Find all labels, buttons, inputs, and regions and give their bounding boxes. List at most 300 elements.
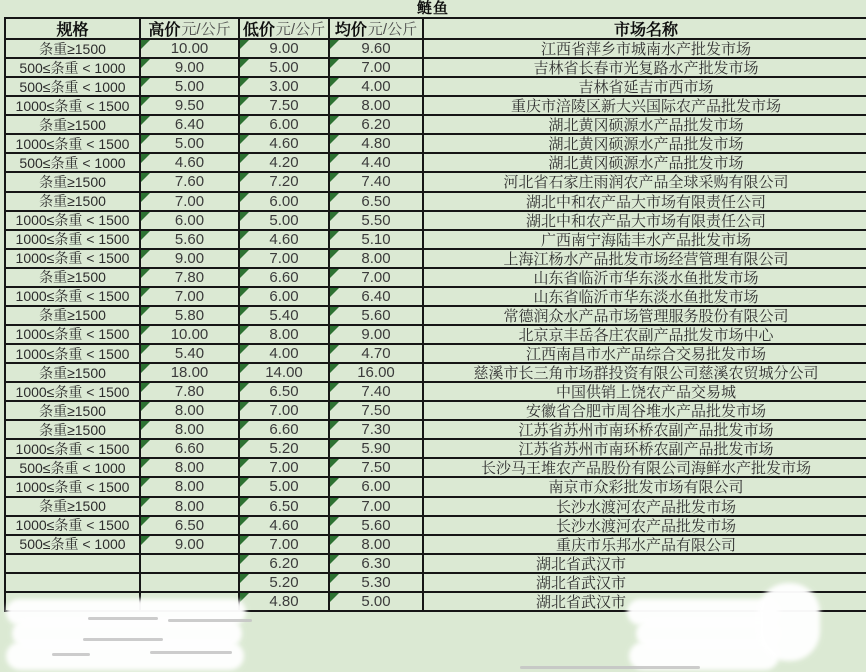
low-error-triangle-icon <box>240 59 249 68</box>
market-cell-text: 吉林省延吉市西市场 <box>578 79 714 96</box>
low-cell-text: 9.00 <box>269 40 299 58</box>
avg-cell <box>330 288 424 305</box>
header-market-label: 市场名称 <box>613 22 678 38</box>
low-cell-text: 6.20 <box>269 554 299 572</box>
market-cell-text: 湖北黄冈硕源水产品批发市场 <box>548 155 744 172</box>
avg-error-triangle-icon <box>330 326 339 335</box>
avg-cell-text: 7.00 <box>361 59 391 77</box>
low-error-triangle-icon <box>240 154 249 163</box>
avg-error-triangle-icon <box>330 593 339 602</box>
spec-cell <box>6 402 141 419</box>
spec-cell <box>6 517 141 534</box>
table-header-row <box>6 19 866 40</box>
low-error-triangle-icon <box>240 459 249 468</box>
market-cell-text: 重庆市涪陵区新大兴国际农产品批发市场 <box>510 98 781 115</box>
low-error-triangle-icon <box>240 326 249 335</box>
avg-error-triangle-icon <box>330 212 339 221</box>
avg-error-triangle-icon <box>330 269 339 278</box>
low-cell <box>240 555 330 572</box>
low-error-triangle-icon <box>240 307 249 316</box>
spec-cell-text: 1000≤条重 < 1500 <box>15 478 130 495</box>
avg-cell-text: 7.00 <box>361 268 391 286</box>
avg-error-triangle-icon <box>330 288 339 297</box>
low-error-triangle-icon <box>240 250 249 259</box>
market-cell-text: 长沙水渡河农产品批发市场 <box>555 498 736 515</box>
low-error-triangle-icon <box>240 593 249 602</box>
low-cell-text: 7.50 <box>269 97 299 115</box>
low-cell <box>240 383 330 400</box>
high-cell <box>141 269 240 286</box>
high-cell-text: 8.00 <box>174 421 205 439</box>
high-cell-text: 5.00 <box>174 135 205 153</box>
high-cell-text: 9.00 <box>174 249 205 267</box>
low-cell <box>240 250 330 267</box>
avg-error-triangle-icon <box>330 440 339 449</box>
avg-cell <box>330 402 424 419</box>
low-error-triangle-icon <box>240 383 249 392</box>
spec-cell-text: 1000≤条重 < 1500 <box>15 212 130 229</box>
spec-cell-text: 1000≤条重 < 1500 <box>15 326 130 343</box>
market-cell-text: 广西南宁海陆丰水产品批发市场 <box>540 231 751 248</box>
high-cell-text: 9.00 <box>174 59 205 77</box>
market-cell-text: 安徽省合肥市周谷堆水产品批发市场 <box>525 403 766 420</box>
high-cell-text: 7.00 <box>174 287 205 305</box>
avg-cell <box>330 97 424 114</box>
low-cell <box>240 154 330 171</box>
table-row <box>6 383 866 402</box>
avg-cell <box>330 116 424 133</box>
spec-cell <box>6 555 141 572</box>
table-row <box>6 193 866 212</box>
high-cell-text: 9.00 <box>174 535 205 553</box>
high-cell <box>141 440 240 457</box>
avg-cell-text: 7.30 <box>361 421 391 439</box>
avg-cell-text: 5.90 <box>361 440 391 458</box>
avg-cell <box>330 383 424 400</box>
low-cell <box>240 574 330 591</box>
avg-cell-text: 6.40 <box>361 287 391 305</box>
low-cell-text: 5.00 <box>269 59 299 77</box>
table-row <box>6 345 866 364</box>
high-cell-text: 5.00 <box>174 78 205 96</box>
low-cell-text: 4.60 <box>269 230 299 248</box>
table-row <box>6 364 866 383</box>
low-cell <box>240 269 330 286</box>
table-row <box>6 326 866 345</box>
avg-error-triangle-icon <box>330 498 339 507</box>
avg-cell-text: 9.60 <box>361 40 391 58</box>
high-cell <box>141 383 240 400</box>
low-cell-text: 4.60 <box>269 135 299 153</box>
header-low-unit: 元/公斤 <box>275 21 326 38</box>
low-error-triangle-icon <box>240 288 249 297</box>
low-cell <box>240 498 330 515</box>
high-error-triangle-icon <box>141 517 150 526</box>
market-cell <box>424 59 866 76</box>
avg-cell-text: 6.30 <box>361 554 391 572</box>
avg-error-triangle-icon <box>330 383 339 392</box>
market-cell-text: 山东省临沂市华东淡水鱼批发市场 <box>533 288 759 305</box>
spec-cell <box>6 440 141 457</box>
avg-cell <box>330 135 424 152</box>
smudge-remnant-line <box>83 638 163 641</box>
table-row <box>6 402 866 421</box>
avg-cell <box>330 40 424 57</box>
spec-cell-text: 条重≥1500 <box>39 193 106 210</box>
header-high-price <box>141 19 240 38</box>
low-cell <box>240 40 330 57</box>
market-cell-text: 江西省萍乡市城南水产批发市场 <box>540 41 751 58</box>
avg-cell-text: 16.00 <box>357 364 395 382</box>
avg-cell-text: 6.20 <box>361 116 391 134</box>
header-avg-label: 均价 <box>334 22 367 38</box>
low-cell-text: 5.40 <box>269 306 299 324</box>
smudge-blob-right <box>758 583 820 661</box>
market-cell-text: 湖北省武汉市 <box>536 593 627 610</box>
avg-cell-text: 5.00 <box>361 592 391 610</box>
low-cell <box>240 364 330 381</box>
low-error-triangle-icon <box>240 78 249 87</box>
spec-cell <box>6 78 141 95</box>
avg-error-triangle-icon <box>330 135 339 144</box>
low-error-triangle-icon <box>240 402 249 411</box>
market-cell <box>424 154 866 171</box>
high-cell-text: 6.50 <box>174 516 205 534</box>
smudge-remnant-line <box>88 617 158 620</box>
table-row <box>6 40 866 59</box>
avg-error-triangle-icon <box>330 555 339 564</box>
header-high-label: 高价 <box>148 22 181 38</box>
low-cell <box>240 193 330 210</box>
market-cell <box>424 135 866 152</box>
header-spec-label: 规格 <box>56 22 89 38</box>
avg-error-triangle-icon <box>330 250 339 259</box>
spec-cell-text: 1000≤条重 < 1500 <box>15 288 130 305</box>
avg-cell-text: 5.10 <box>361 230 391 248</box>
spec-cell-text: 条重≥1500 <box>39 402 106 419</box>
market-cell-text: 河北省石家庄雨润农产品全球采购有限公司 <box>503 174 789 191</box>
avg-error-triangle-icon <box>330 193 339 202</box>
high-error-triangle-icon <box>141 173 150 182</box>
spec-cell <box>6 231 141 248</box>
avg-cell-text: 8.00 <box>361 535 391 553</box>
spec-cell <box>6 116 141 133</box>
low-cell <box>240 478 330 495</box>
avg-cell-text: 6.50 <box>361 192 391 210</box>
table-body <box>6 40 866 612</box>
smudge-remnant-line <box>150 651 232 654</box>
avg-cell <box>330 364 424 381</box>
high-cell-text: 9.50 <box>174 97 205 115</box>
market-cell-text: 南京市众彩批发市场有限公司 <box>548 479 744 496</box>
low-cell <box>240 421 330 438</box>
low-cell-text: 6.00 <box>269 116 299 134</box>
avg-cell-text: 4.70 <box>361 345 391 363</box>
high-cell-text: 18.00 <box>170 364 209 382</box>
low-cell-text: 5.00 <box>269 478 299 496</box>
market-cell <box>424 250 866 267</box>
table-row <box>6 307 866 326</box>
low-error-triangle-icon <box>240 269 249 278</box>
header-avg-unit: 元/公斤 <box>367 21 418 38</box>
avg-cell <box>330 326 424 343</box>
avg-error-triangle-icon <box>330 421 339 430</box>
low-cell-text: 7.00 <box>269 535 299 553</box>
low-cell <box>240 517 330 534</box>
high-cell <box>141 536 240 553</box>
avg-error-triangle-icon <box>330 478 339 487</box>
avg-cell <box>330 459 424 476</box>
avg-error-triangle-icon <box>330 536 339 545</box>
spec-cell-text: 1000≤条重 < 1500 <box>15 250 130 267</box>
spec-cell <box>6 326 141 343</box>
spec-cell-text: 条重≥1500 <box>39 364 106 381</box>
low-error-triangle-icon <box>240 555 249 564</box>
spec-cell <box>6 498 141 515</box>
market-cell <box>424 116 866 133</box>
market-cell-text: 湖北中和农产品大市场有限责任公司 <box>525 212 766 229</box>
table-row <box>6 250 866 269</box>
high-cell-text: 5.40 <box>174 345 205 363</box>
avg-error-triangle-icon <box>330 574 339 583</box>
avg-cell <box>330 517 424 534</box>
low-cell <box>240 326 330 343</box>
avg-cell-text: 8.00 <box>361 249 391 267</box>
market-cell <box>424 173 866 190</box>
avg-cell-text: 4.00 <box>361 78 391 96</box>
spec-cell <box>6 478 141 495</box>
page-title: 鲢鱼 <box>416 0 449 17</box>
market-cell-text: 吉林省长春市光复路水产批发市场 <box>533 60 759 77</box>
table-row <box>6 78 866 97</box>
high-error-triangle-icon <box>141 40 150 49</box>
low-cell <box>240 97 330 114</box>
market-cell-text: 常德润众水产品市场管理服务股份有限公司 <box>503 307 789 324</box>
high-cell <box>141 402 240 419</box>
avg-error-triangle-icon <box>330 78 339 87</box>
low-cell-text: 5.20 <box>269 440 299 458</box>
low-error-triangle-icon <box>240 40 249 49</box>
high-cell <box>141 97 240 114</box>
low-error-triangle-icon <box>240 135 249 144</box>
high-cell-text: 7.80 <box>174 268 205 286</box>
table-row <box>6 116 866 135</box>
market-cell <box>424 402 866 419</box>
spec-cell-text: 500≤条重 < 1000 <box>19 59 126 76</box>
spec-cell <box>6 459 141 476</box>
market-cell <box>424 536 866 553</box>
smudge-blob-left-3 <box>6 642 244 670</box>
table-row <box>6 212 866 231</box>
spec-cell <box>6 269 141 286</box>
low-cell-text: 6.00 <box>269 192 299 210</box>
high-cell-text: 7.00 <box>174 192 205 210</box>
header-market-name <box>424 19 866 38</box>
spec-cell-text: 500≤条重 < 1000 <box>19 459 126 476</box>
avg-cell <box>330 536 424 553</box>
high-cell-text: 4.60 <box>174 154 205 172</box>
high-error-triangle-icon <box>141 421 150 430</box>
high-error-triangle-icon <box>141 440 150 449</box>
avg-cell <box>330 250 424 267</box>
avg-error-triangle-icon <box>330 459 339 468</box>
high-error-triangle-icon <box>141 288 150 297</box>
high-cell <box>141 498 240 515</box>
market-cell <box>424 193 866 210</box>
high-cell-text: 6.00 <box>174 211 205 229</box>
avg-cell-text: 9.00 <box>361 325 391 343</box>
low-cell <box>240 59 330 76</box>
high-error-triangle-icon <box>141 364 150 373</box>
table-row <box>6 269 866 288</box>
spec-cell-text: 500≤条重 < 1000 <box>19 154 126 171</box>
market-cell <box>424 517 866 534</box>
avg-cell <box>330 345 424 362</box>
market-cell-text: 湖北黄冈硕源水产品批发市场 <box>548 136 744 153</box>
spec-cell-text: 条重≥1500 <box>39 269 106 286</box>
market-cell-text: 江苏省苏州市南环桥农副产品批发市场 <box>518 422 774 439</box>
high-error-triangle-icon <box>141 154 150 163</box>
low-error-triangle-icon <box>240 574 249 583</box>
high-cell <box>141 345 240 362</box>
high-cell <box>141 173 240 190</box>
table-row <box>6 536 866 555</box>
high-cell <box>141 326 240 343</box>
high-cell-text: 10.00 <box>170 40 209 58</box>
high-error-triangle-icon <box>141 326 150 335</box>
avg-cell-text: 4.80 <box>361 135 391 153</box>
market-cell <box>424 555 866 572</box>
high-error-triangle-icon <box>141 307 150 316</box>
high-cell <box>141 478 240 495</box>
spec-cell-text: 条重≥1500 <box>39 498 106 515</box>
high-cell <box>141 288 240 305</box>
spec-cell <box>6 250 141 267</box>
spec-cell <box>6 193 141 210</box>
market-cell-text: 湖北省武汉市 <box>536 574 627 591</box>
spec-cell <box>6 383 141 400</box>
avg-cell <box>330 421 424 438</box>
high-error-triangle-icon <box>141 459 150 468</box>
table-row <box>6 517 866 536</box>
spec-cell-text: 条重≥1500 <box>39 116 106 133</box>
header-low-price <box>240 19 330 38</box>
spec-cell <box>6 173 141 190</box>
low-cell-text: 7.00 <box>269 459 299 477</box>
market-cell-text: 湖北中和农产品大市场有限责任公司 <box>525 193 766 210</box>
avg-cell <box>330 555 424 572</box>
low-cell <box>240 78 330 95</box>
high-cell <box>141 459 240 476</box>
high-error-triangle-icon <box>141 250 150 259</box>
high-cell <box>141 307 240 324</box>
market-cell-text: 长沙马王堆农产品股份有限公司海鲜水产批发市场 <box>480 460 811 477</box>
market-cell <box>424 212 866 229</box>
market-cell <box>424 459 866 476</box>
avg-cell-text: 7.50 <box>361 402 391 420</box>
spec-cell <box>6 421 141 438</box>
header-high-unit: 元/公斤 <box>181 21 231 38</box>
table-row <box>6 421 866 440</box>
avg-error-triangle-icon <box>330 402 339 411</box>
low-cell <box>240 173 330 190</box>
high-error-triangle-icon <box>141 59 150 68</box>
market-cell <box>424 97 866 114</box>
low-cell <box>240 459 330 476</box>
high-cell <box>141 250 240 267</box>
avg-error-triangle-icon <box>330 154 339 163</box>
avg-cell-text: 7.00 <box>361 497 391 515</box>
avg-error-triangle-icon <box>330 307 339 316</box>
low-cell-text: 3.00 <box>269 78 299 96</box>
low-cell <box>240 307 330 324</box>
low-cell <box>240 116 330 133</box>
spec-cell-text: 条重≥1500 <box>39 173 106 190</box>
low-cell-text: 7.20 <box>269 173 299 191</box>
table-row <box>6 574 866 593</box>
market-cell <box>424 383 866 400</box>
high-cell <box>141 193 240 210</box>
market-cell <box>424 498 866 515</box>
avg-error-triangle-icon <box>330 97 339 106</box>
low-cell <box>240 345 330 362</box>
market-cell <box>424 288 866 305</box>
low-error-triangle-icon <box>240 498 249 507</box>
header-low-label: 低价 <box>242 22 275 38</box>
low-error-triangle-icon <box>240 536 249 545</box>
spec-cell <box>6 288 141 305</box>
high-cell <box>141 78 240 95</box>
avg-error-triangle-icon <box>330 40 339 49</box>
table-row <box>6 154 866 173</box>
market-cell <box>424 40 866 57</box>
low-cell-text: 6.50 <box>269 383 299 401</box>
avg-cell-text: 7.40 <box>361 173 391 191</box>
smudge-remnant-line <box>168 619 252 622</box>
high-cell-text: 7.80 <box>174 383 205 401</box>
low-cell-text: 7.00 <box>269 402 299 420</box>
market-cell <box>424 269 866 286</box>
low-error-triangle-icon <box>240 440 249 449</box>
high-error-triangle-icon <box>141 78 150 87</box>
avg-cell <box>330 440 424 457</box>
spec-cell-text: 1000≤条重 < 1500 <box>15 97 130 114</box>
price-table <box>4 17 866 612</box>
spec-cell <box>6 364 141 381</box>
avg-cell-text: 4.40 <box>361 154 391 172</box>
low-error-triangle-icon <box>240 345 249 354</box>
high-error-triangle-icon <box>141 116 150 125</box>
high-cell-text: 6.40 <box>174 116 205 134</box>
market-cell <box>424 421 866 438</box>
spec-cell <box>6 307 141 324</box>
high-cell <box>141 517 240 534</box>
avg-cell <box>330 574 424 591</box>
low-error-triangle-icon <box>240 517 249 526</box>
spec-cell-text: 500≤条重 < 1000 <box>19 78 126 95</box>
low-error-triangle-icon <box>240 116 249 125</box>
high-cell <box>141 154 240 171</box>
low-cell-text: 4.20 <box>269 154 299 172</box>
low-cell-text: 5.00 <box>269 211 299 229</box>
high-error-triangle-icon <box>141 536 150 545</box>
low-cell <box>240 135 330 152</box>
low-cell-text: 6.60 <box>269 268 299 286</box>
spec-cell <box>6 135 141 152</box>
market-cell-text: 重庆市乐邦水产品有限公司 <box>555 536 736 553</box>
spec-cell <box>6 154 141 171</box>
avg-cell <box>330 478 424 495</box>
